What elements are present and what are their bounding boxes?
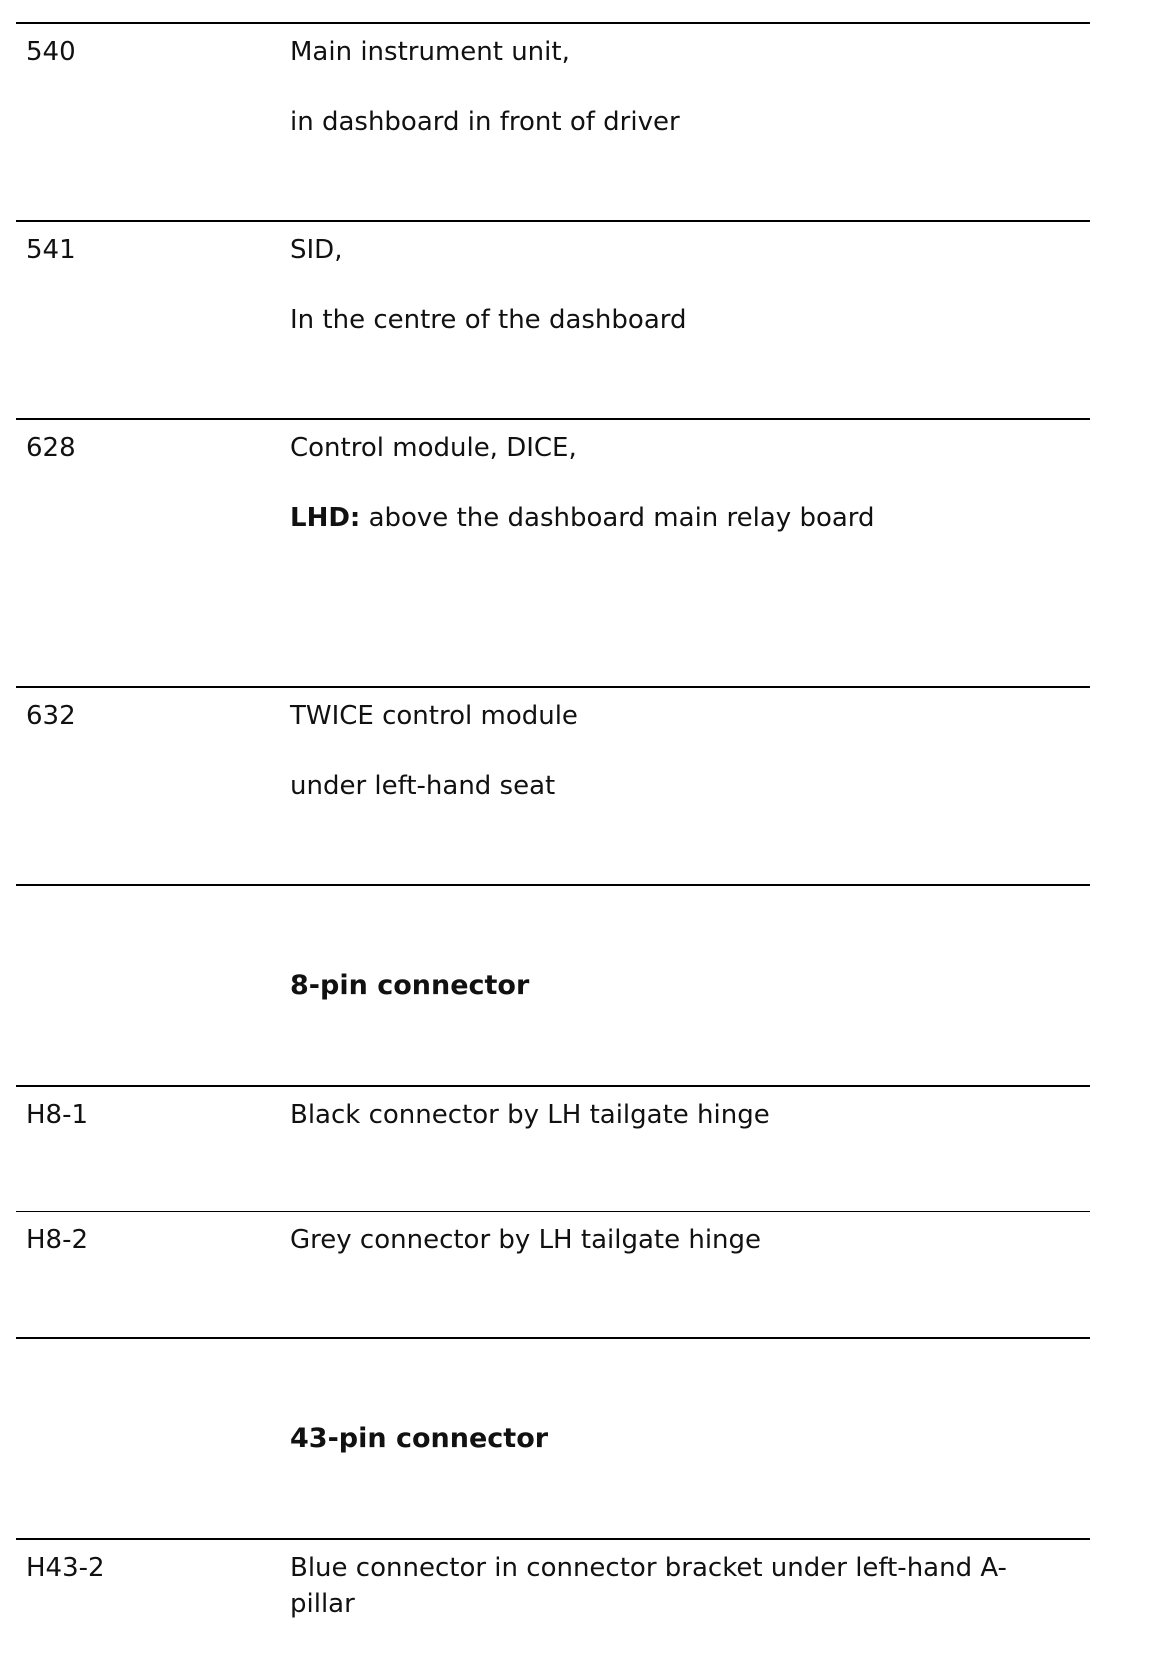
connector-description: Grey connector by LH tailgate hinge [290, 1225, 762, 1255]
description-line-2: under left-hand seat [290, 771, 556, 801]
table-row [16, 1211, 1090, 1337]
description-line-2: In the centre of the dashboard [290, 305, 687, 335]
component-code: 628 [26, 433, 76, 463]
description-line-1: Control module, DICE, [290, 433, 577, 463]
description-line-2 [290, 500, 1080, 536]
lhd-location: above the dashboard main relay board [368, 503, 875, 533]
lhd-label: LHD: [290, 503, 361, 533]
description-line-2: in dashboard in front of driver [290, 107, 680, 137]
component-description [290, 430, 1080, 536]
table-row [16, 22, 1090, 220]
table-row [16, 220, 1090, 418]
section-heading-row [16, 884, 1090, 1085]
component-code: 632 [26, 701, 76, 731]
connector-code: H8-2 [26, 1225, 89, 1255]
connector-code: H8-1 [26, 1100, 89, 1130]
section-heading: 43-pin connector [290, 1423, 549, 1454]
description-line-1: Main instrument unit, [290, 37, 570, 67]
table-row [16, 1085, 1090, 1211]
section-heading: 8-pin connector [290, 970, 530, 1001]
table-row [16, 1538, 1090, 1664]
table-row [16, 418, 1090, 686]
component-code: 541 [26, 235, 76, 265]
connector-code: H43-2 [26, 1553, 105, 1583]
component-description [290, 34, 1080, 140]
component-description [290, 232, 1080, 338]
description-line-1: SID, [290, 235, 343, 265]
component-description [290, 698, 1080, 804]
component-table [16, 22, 1090, 1664]
table-row [16, 686, 1090, 884]
connector-description: Blue connector in connector bracket under left-hand A-pillar [290, 1553, 1007, 1619]
connector-description: Black connector by LH tailgate hinge [290, 1100, 770, 1130]
description-line-1: TWICE control module [290, 701, 578, 731]
component-code: 540 [26, 37, 76, 67]
section-heading-row [16, 1337, 1090, 1538]
